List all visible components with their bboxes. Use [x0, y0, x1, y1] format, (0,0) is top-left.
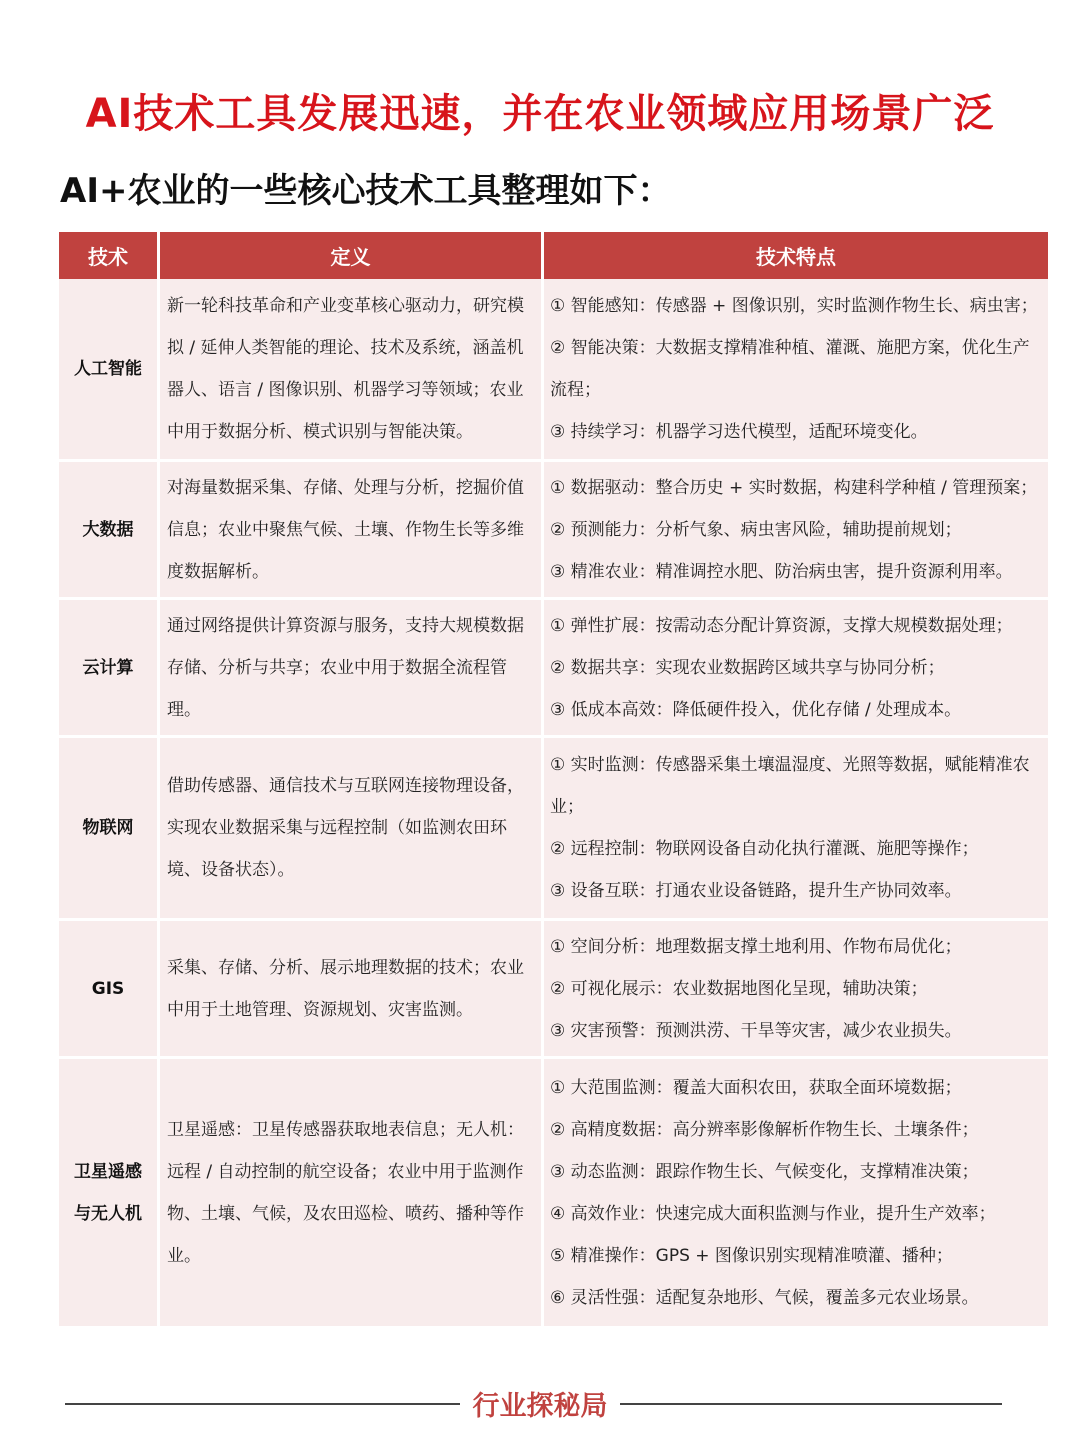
feature-item: ③ 持续学习：机器学习迭代模型，适配环境变化。: [550, 422, 928, 442]
feature-item: ③ 低成本高效：降低硬件投入，优化存储 / 处理成本。: [550, 699, 962, 720]
tech-definition: 借助传感器、通信技术与互联网连接物理设备，实现农业数据采集与远程控制（如监测农田环境、设备状态）。: [160, 738, 544, 921]
feature-item: ③ 精准农业：精准调控水肥、防治病虫害，提升资源利用率。: [550, 561, 1013, 582]
tech-definition: 对海量数据采集、存储、处理与分析，挖掘价值信息；农业中聚焦气候、土壤、作物生长等多维度数据解析。: [160, 462, 544, 600]
feature-item: ② 数据共享：实现农业数据跨区域共享与协同分析；: [550, 657, 945, 678]
feature-item: ① 弹性扩展：按需动态分配计算资源，支撑大规模数据处理；: [550, 615, 1013, 636]
footer-divider-right: [620, 1403, 1002, 1405]
tech-features: [544, 921, 1048, 1059]
feature-item: ② 智能决策：大数据支撑精准种植、灌溉、施肥方案，优化生产流程；: [550, 338, 1030, 400]
feature-item: ① 智能感知：传感器 + 图像识别，实时监测作物生长、病虫害；: [550, 296, 1038, 316]
tech-definition: 新一轮科技革命和产业变革核心驱动力，研究模拟 / 延伸人类智能的理论、技术及系统，涵盖机器人、语言 / 图像识别、机器学习等领域；农业中用于数据分析、模式识别与智能决策。: [160, 279, 544, 462]
tech-features: [544, 1059, 1048, 1329]
feature-item: ③ 动态监测：跟踪作物生长、气候变化，支撑精准决策；: [550, 1161, 979, 1182]
tech-name: [59, 1059, 160, 1329]
table-row: [59, 600, 1048, 738]
page-subtitle: AI+农业的一些核心技术工具整理如下：: [60, 171, 672, 211]
feature-item: ① 大范围监测：覆盖大面积农田，获取全面环境数据；: [550, 1077, 962, 1098]
feature-item: ② 可视化展示：农业数据地图化呈现，辅助决策；: [550, 978, 928, 999]
footer-brand: 行业探秘局: [472, 1391, 608, 1422]
header-definition: 定义: [160, 232, 544, 279]
feature-item: ① 空间分析：地理数据支撑土地利用、作物布局优化；: [550, 936, 962, 957]
tech-definition: 卫星遥感：卫星传感器获取地表信息；无人机：远程 / 自动控制的航空设备；农业中用于监测作物、土壤、气候，及农田巡检、喷药、播种等作业。: [160, 1059, 544, 1329]
tech-features: [544, 279, 1048, 462]
feature-item: ④ 高效作业：快速完成大面积监测与作业，提升生产效率；: [550, 1203, 996, 1224]
feature-item: ① 实时监测：传感器采集土壤温湿度、光照等数据，赋能精准农业；: [550, 755, 1030, 817]
feature-item: ③ 灾害预警：预测洪涝、干旱等灾害，减少农业损失。: [550, 1020, 962, 1041]
feature-item: ③ 设备互联：打通农业设备链路，提升生产协同效率。: [550, 881, 962, 901]
tech-definition: 采集、存储、分析、展示地理数据的技术；农业中用于土地管理、资源规划、灾害监测。: [160, 921, 544, 1059]
feature-item: ⑤ 精准操作：GPS + 图像识别实现精准喷灌、播种；: [550, 1245, 953, 1266]
tech-definition: 通过网络提供计算资源与服务，支持大规模数据存储、分析与共享；农业中用于数据全流程管理。: [160, 600, 544, 738]
feature-item: ② 远程控制：物联网设备自动化执行灌溉、施肥等操作；: [550, 839, 979, 859]
table-header-row: [59, 232, 1048, 279]
tech-name: 物联网: [59, 738, 160, 921]
tech-features: [544, 462, 1048, 600]
tech-name-text: 卫星遥感与无人机: [74, 1161, 142, 1224]
table-row: [59, 738, 1048, 921]
tech-name: 云计算: [59, 600, 160, 738]
table-row: [59, 279, 1048, 462]
feature-item: ① 数据驱动：整合历史 + 实时数据，构建科学种植 / 管理预案；: [550, 477, 1038, 498]
tech-features: [544, 738, 1048, 921]
feature-item: ⑥ 灵活性强：适配复杂地形、气候，覆盖多元农业场景。: [550, 1287, 979, 1308]
page-title: AI技术工具发展迅速，并在农业领域应用场景广泛: [85, 91, 995, 137]
feature-item: ② 预测能力：分析气象、病虫害风险，辅助提前规划；: [550, 519, 962, 540]
tech-name: GIS: [59, 921, 160, 1059]
header-features: 技术特点: [544, 232, 1048, 279]
tech-features: [544, 600, 1048, 738]
tech-name: 大数据: [59, 462, 160, 600]
table-row: [59, 1059, 1048, 1329]
table-row: [59, 462, 1048, 600]
feature-item: ② 高精度数据：高分辨率影像解析作物生长、土壤条件；: [550, 1119, 979, 1140]
table-row: [59, 921, 1048, 1059]
tech-name: 人工智能: [59, 279, 160, 462]
header-tech: 技术: [59, 232, 160, 279]
tech-tools-table: [59, 232, 1048, 1329]
